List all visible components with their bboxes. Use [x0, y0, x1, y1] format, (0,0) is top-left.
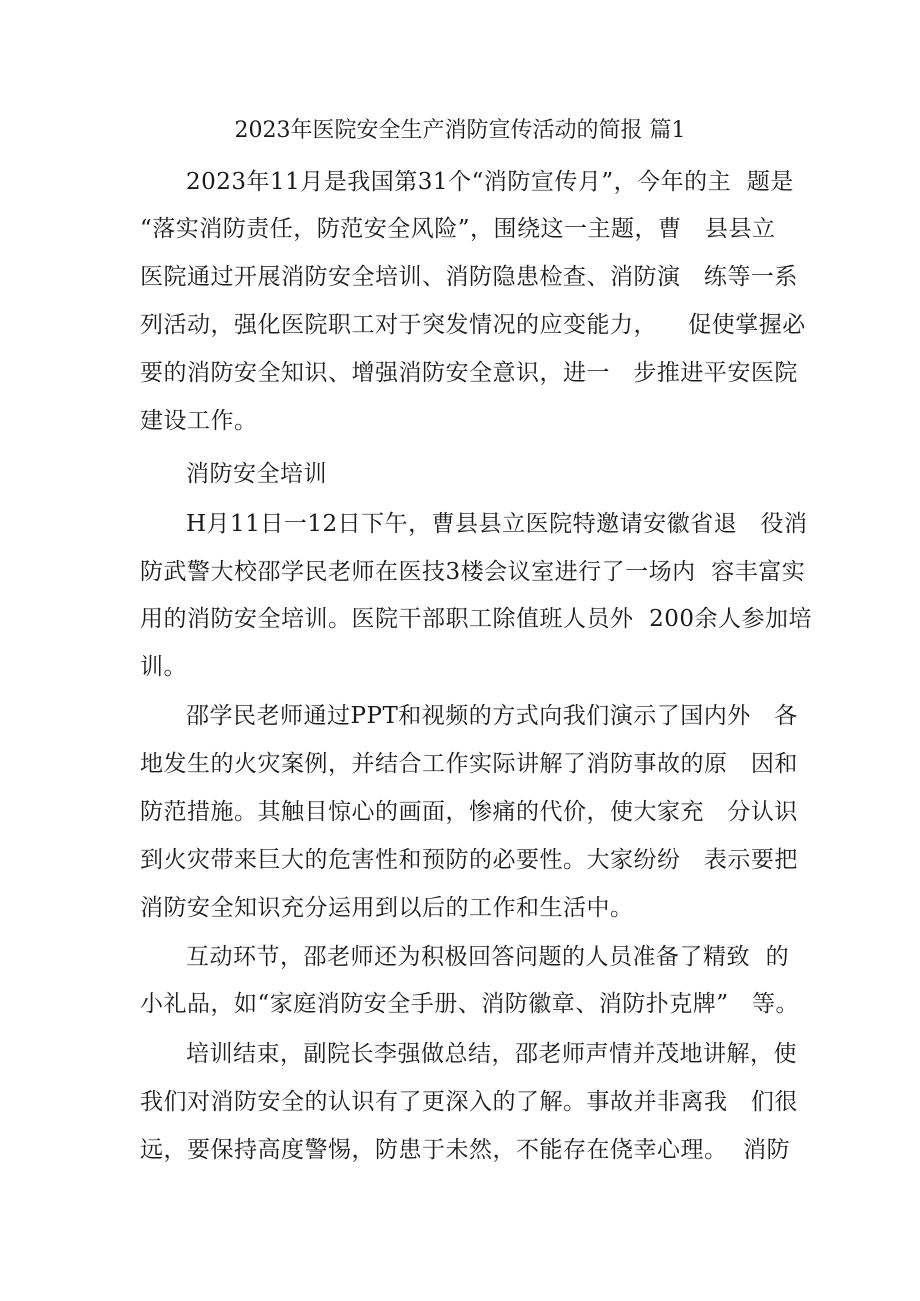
text-line: 我们对消防安全的认识有了更深入的了解。事故并非离我 们很 — [140, 1089, 798, 1115]
text-line: “落实消防责任，防范安全风险”，围绕这一主题，曹 县县立 — [140, 216, 776, 242]
text-line: 列活动，强化医院职工对于突发情况的应变能力， 促使掌握必 — [140, 312, 806, 338]
text-line: 互动环节，邵老师还为积极回答问题的人员准备了精致 的 — [186, 944, 790, 970]
text-line: 小礼品，如“家庭消防安全手册、消防徽章、消防扑克牌” 等。 — [140, 991, 799, 1017]
text-line: H月11日一12日下午，曹县县立医院特邀请安徽省退 役消 — [186, 511, 808, 537]
text-line: 地发生的火灾案例，并结合工作实际讲解了消防事故的原 因和 — [140, 751, 798, 777]
section-heading: 消防安全培训 — [186, 461, 327, 487]
text-line: 培训结束，副院长李强做总结，邵老师声情并茂地讲解，使 — [186, 1041, 797, 1067]
text-line: 要的消防安全知识、增强消防安全意识，进一 步推进平安医院 — [140, 360, 798, 386]
document-title: 2023年医院安全生产消防宣传活动的简报 篇1 — [234, 118, 686, 143]
text-line: 训。 — [140, 654, 187, 680]
text-line: 邵学民老师通过PPT和视频的方式向我们演示了国内外 各 — [186, 703, 798, 729]
text-line: 消防安全知识充分运用到以后的工作和生活中。 — [140, 895, 634, 921]
text-line: 医院通过开展消防安全培训、消防隐患检查、消防演 练等一系 — [140, 264, 798, 290]
text-line: 到火灾带来巨大的危害性和预防的必要性。大家纷纷 表示要把 — [140, 847, 798, 873]
text-line: 用的消防安全培训。医院干部职工除值班人员外 200余人参加培 — [140, 606, 813, 632]
text-line: 远，要保持高度警惕，防患于未然，不能存在侥幸心理。 消防 — [140, 1137, 791, 1163]
text-line: 防武警大校邵学民老师在医技3楼会议室进行了一场内 容丰富实 — [140, 559, 806, 585]
text-line: 2023年11月是我国第31个“消防宣传月”，今年的主 题是 — [186, 169, 794, 195]
text-line: 防范措施。其触目惊心的画面，惨痛的代价，使大家充 分认识 — [140, 799, 798, 825]
text-line: 建设工作。 — [140, 408, 258, 434]
